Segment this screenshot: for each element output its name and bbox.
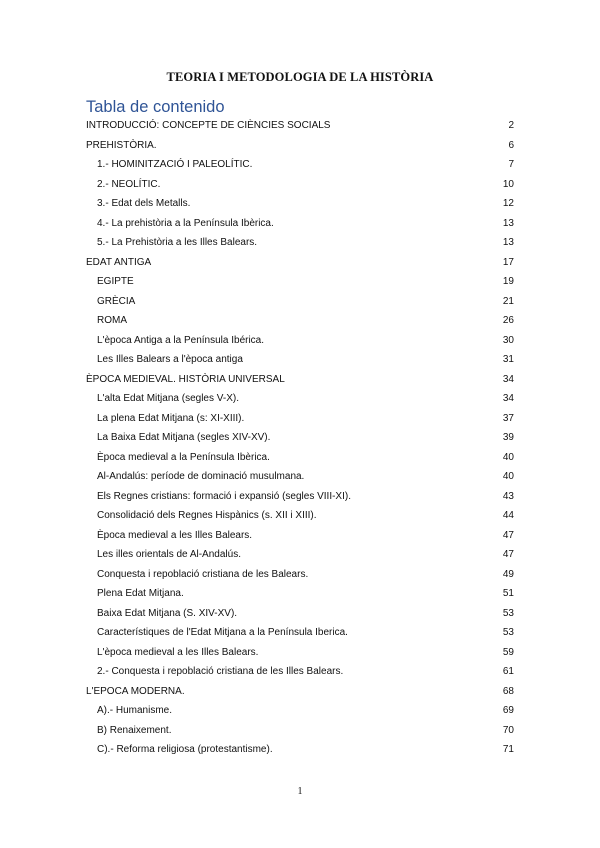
toc-entry[interactable] <box>0 723 600 739</box>
toc-entry-page: 70 <box>502 724 514 736</box>
toc-entry-label: INTRODUCCIÓ: CONCEPTE DE CIÈNCIES SOCIALS <box>86 120 331 131</box>
toc-entry[interactable] <box>0 274 600 290</box>
toc-entry-page: 30 <box>502 334 514 346</box>
toc-entry[interactable] <box>0 333 600 349</box>
toc-entry[interactable] <box>0 567 600 583</box>
toc-entry[interactable] <box>0 664 600 680</box>
toc-entry-label: Els Regnes cristians: formació i expansió (segles VIII-XI). <box>97 490 351 502</box>
toc-entry-label: 2.- Conquesta i repoblació cristiana de les Illes Balears. <box>97 666 344 677</box>
toc-entry-label: EGIPTE <box>97 276 134 287</box>
toc-heading: Tabla de contenido <box>86 98 225 116</box>
toc-entry[interactable] <box>0 391 600 407</box>
toc-entry-page: 39 <box>502 432 514 443</box>
toc-entry-label: Característiques de l'Edat Mitjana a la Península Iberica. <box>97 627 348 638</box>
toc-entry[interactable] <box>0 118 600 134</box>
toc-entry-page: 47 <box>502 529 514 541</box>
toc-entry-label: ROMA <box>97 315 127 326</box>
toc-entry[interactable] <box>0 742 600 758</box>
toc-entry-page: 53 <box>502 627 514 638</box>
toc-entry-label: Època medieval a les Illes Balears. <box>97 529 253 541</box>
toc-entry-page: 31 <box>502 354 514 365</box>
toc-entry-page: 47 <box>502 549 514 560</box>
toc-entry-page: 17 <box>502 256 514 268</box>
toc-entry[interactable] <box>0 469 600 485</box>
toc-entry-label: La plena Edat Mitjana (s: XI-XIII). <box>97 412 245 424</box>
toc-entry-label: GRÈCIA <box>97 295 136 307</box>
toc-entry[interactable] <box>0 684 600 700</box>
toc-entry[interactable] <box>0 294 600 310</box>
toc-entry-label: 4.- La prehistòria a la Península Ibèrica. <box>97 217 274 229</box>
toc-entry-page: 43 <box>502 490 514 502</box>
toc-entry-page: 13 <box>502 217 514 229</box>
toc-entry-page: 53 <box>502 607 514 619</box>
toc-entry-label: Època medieval a la Península Ibèrica. <box>97 451 270 463</box>
page-number: 1 <box>297 786 303 797</box>
toc-entry-page: 21 <box>502 295 514 307</box>
toc-entry-page: 2 <box>508 120 514 131</box>
toc-entry-page: 7 <box>508 159 514 170</box>
toc-entry-label: L'època Antiga a la Península Ibérica. <box>97 334 265 346</box>
toc-entry[interactable] <box>0 645 600 661</box>
toc-entry-page: 71 <box>502 744 514 755</box>
toc-entry-page: 61 <box>502 666 514 677</box>
toc-entry[interactable] <box>0 508 600 524</box>
toc-entry-page: 68 <box>502 685 514 697</box>
toc-entry[interactable] <box>0 313 600 329</box>
toc-entry-label: L'alta Edat Mitjana (segles V-X). <box>97 393 239 404</box>
toc-entry-label: L'època medieval a les Illes Balears. <box>97 646 259 658</box>
toc-entry-page: 6 <box>508 139 514 151</box>
toc-entry[interactable] <box>0 606 600 622</box>
toc-entry-page: 59 <box>502 646 514 658</box>
toc-entry[interactable] <box>0 235 600 251</box>
toc-entry-page: 40 <box>502 471 514 482</box>
toc-entry-page: 37 <box>502 412 514 424</box>
toc-entry-label: PREHISTÒRIA. <box>86 139 157 151</box>
toc-entry-label: Consolidació dels Regnes Hispànics (s. XII i XIII). <box>97 510 317 521</box>
toc-entry-label: Les Illes Balears a l'època antiga <box>97 354 243 365</box>
toc-entry-page: 12 <box>502 198 514 209</box>
toc-entry-page: 34 <box>502 373 514 385</box>
toc-entry-page: 13 <box>502 237 514 248</box>
toc-entry-label: EDAT ANTIGA <box>86 256 152 268</box>
toc-entry-label: Al-Andalús: període de dominació musulmana. <box>97 471 305 482</box>
toc-entry-label: ÈPOCA MEDIEVAL. HISTÒRIA UNIVERSAL <box>86 373 285 385</box>
toc-entry[interactable] <box>0 430 600 446</box>
toc-entry[interactable] <box>0 196 600 212</box>
toc-entry-page: 40 <box>502 451 514 463</box>
document-title: TEORIA I METODOLOGIA DE LA HISTÒRIA <box>166 70 434 84</box>
toc-entry-page: 49 <box>502 568 514 580</box>
toc-entry-label: 1.- HOMINITZACIÓ I PALEOLÍTIC. <box>97 159 253 170</box>
toc-entry-page: 34 <box>502 393 514 404</box>
toc-entry-label: B) Renaixement. <box>97 724 172 736</box>
toc-entry-label: L'EPOCA MODERNA. <box>86 685 185 697</box>
toc-entry-page: 26 <box>502 315 514 326</box>
toc-entry[interactable] <box>0 372 600 388</box>
toc-entry[interactable] <box>0 528 600 544</box>
toc-entry[interactable] <box>0 177 600 193</box>
toc-entry-page: 44 <box>502 510 514 521</box>
toc-entry-label: Les illes orientals de Al-Andalús. <box>97 549 241 560</box>
toc-entry[interactable] <box>0 586 600 602</box>
toc-entry-label: Baixa Edat Mitjana (S. XIV-XV). <box>97 607 238 619</box>
toc-entry[interactable] <box>0 547 600 563</box>
toc-entry[interactable] <box>0 625 600 641</box>
toc-entry[interactable] <box>0 352 600 368</box>
toc-entry-label: 5.- La Prehistòria a les Illes Balears. <box>97 237 258 248</box>
toc-entry[interactable] <box>0 255 600 271</box>
toc-entry-label: C).- Reforma religiosa (protestantisme). <box>97 744 273 755</box>
toc-entry-page: 69 <box>502 705 514 716</box>
toc-entry-label: 3.- Edat dels Metalls. <box>97 198 191 209</box>
toc-entry[interactable] <box>0 138 600 154</box>
toc-entry[interactable] <box>0 216 600 232</box>
toc-entry-label: 2.- NEOLÍTIC. <box>97 178 161 190</box>
toc-entry[interactable] <box>0 489 600 505</box>
toc-entry-label: Plena Edat Mitjana. <box>97 588 184 599</box>
toc-entry-page: 10 <box>502 178 514 190</box>
toc-entry[interactable] <box>0 703 600 719</box>
toc-entry-page: 51 <box>502 588 514 599</box>
toc-entry[interactable] <box>0 411 600 427</box>
toc-entry-page: 19 <box>502 276 514 287</box>
toc-entry-label: Conquesta i repoblació cristiana de les Balears. <box>97 568 309 580</box>
toc-entry-label: La Baixa Edat Mitjana (segles XIV-XV). <box>97 432 271 443</box>
toc-entry[interactable] <box>0 450 600 466</box>
toc-entry[interactable] <box>0 157 600 173</box>
toc-entry-label: A).- Humanisme. <box>97 705 173 716</box>
